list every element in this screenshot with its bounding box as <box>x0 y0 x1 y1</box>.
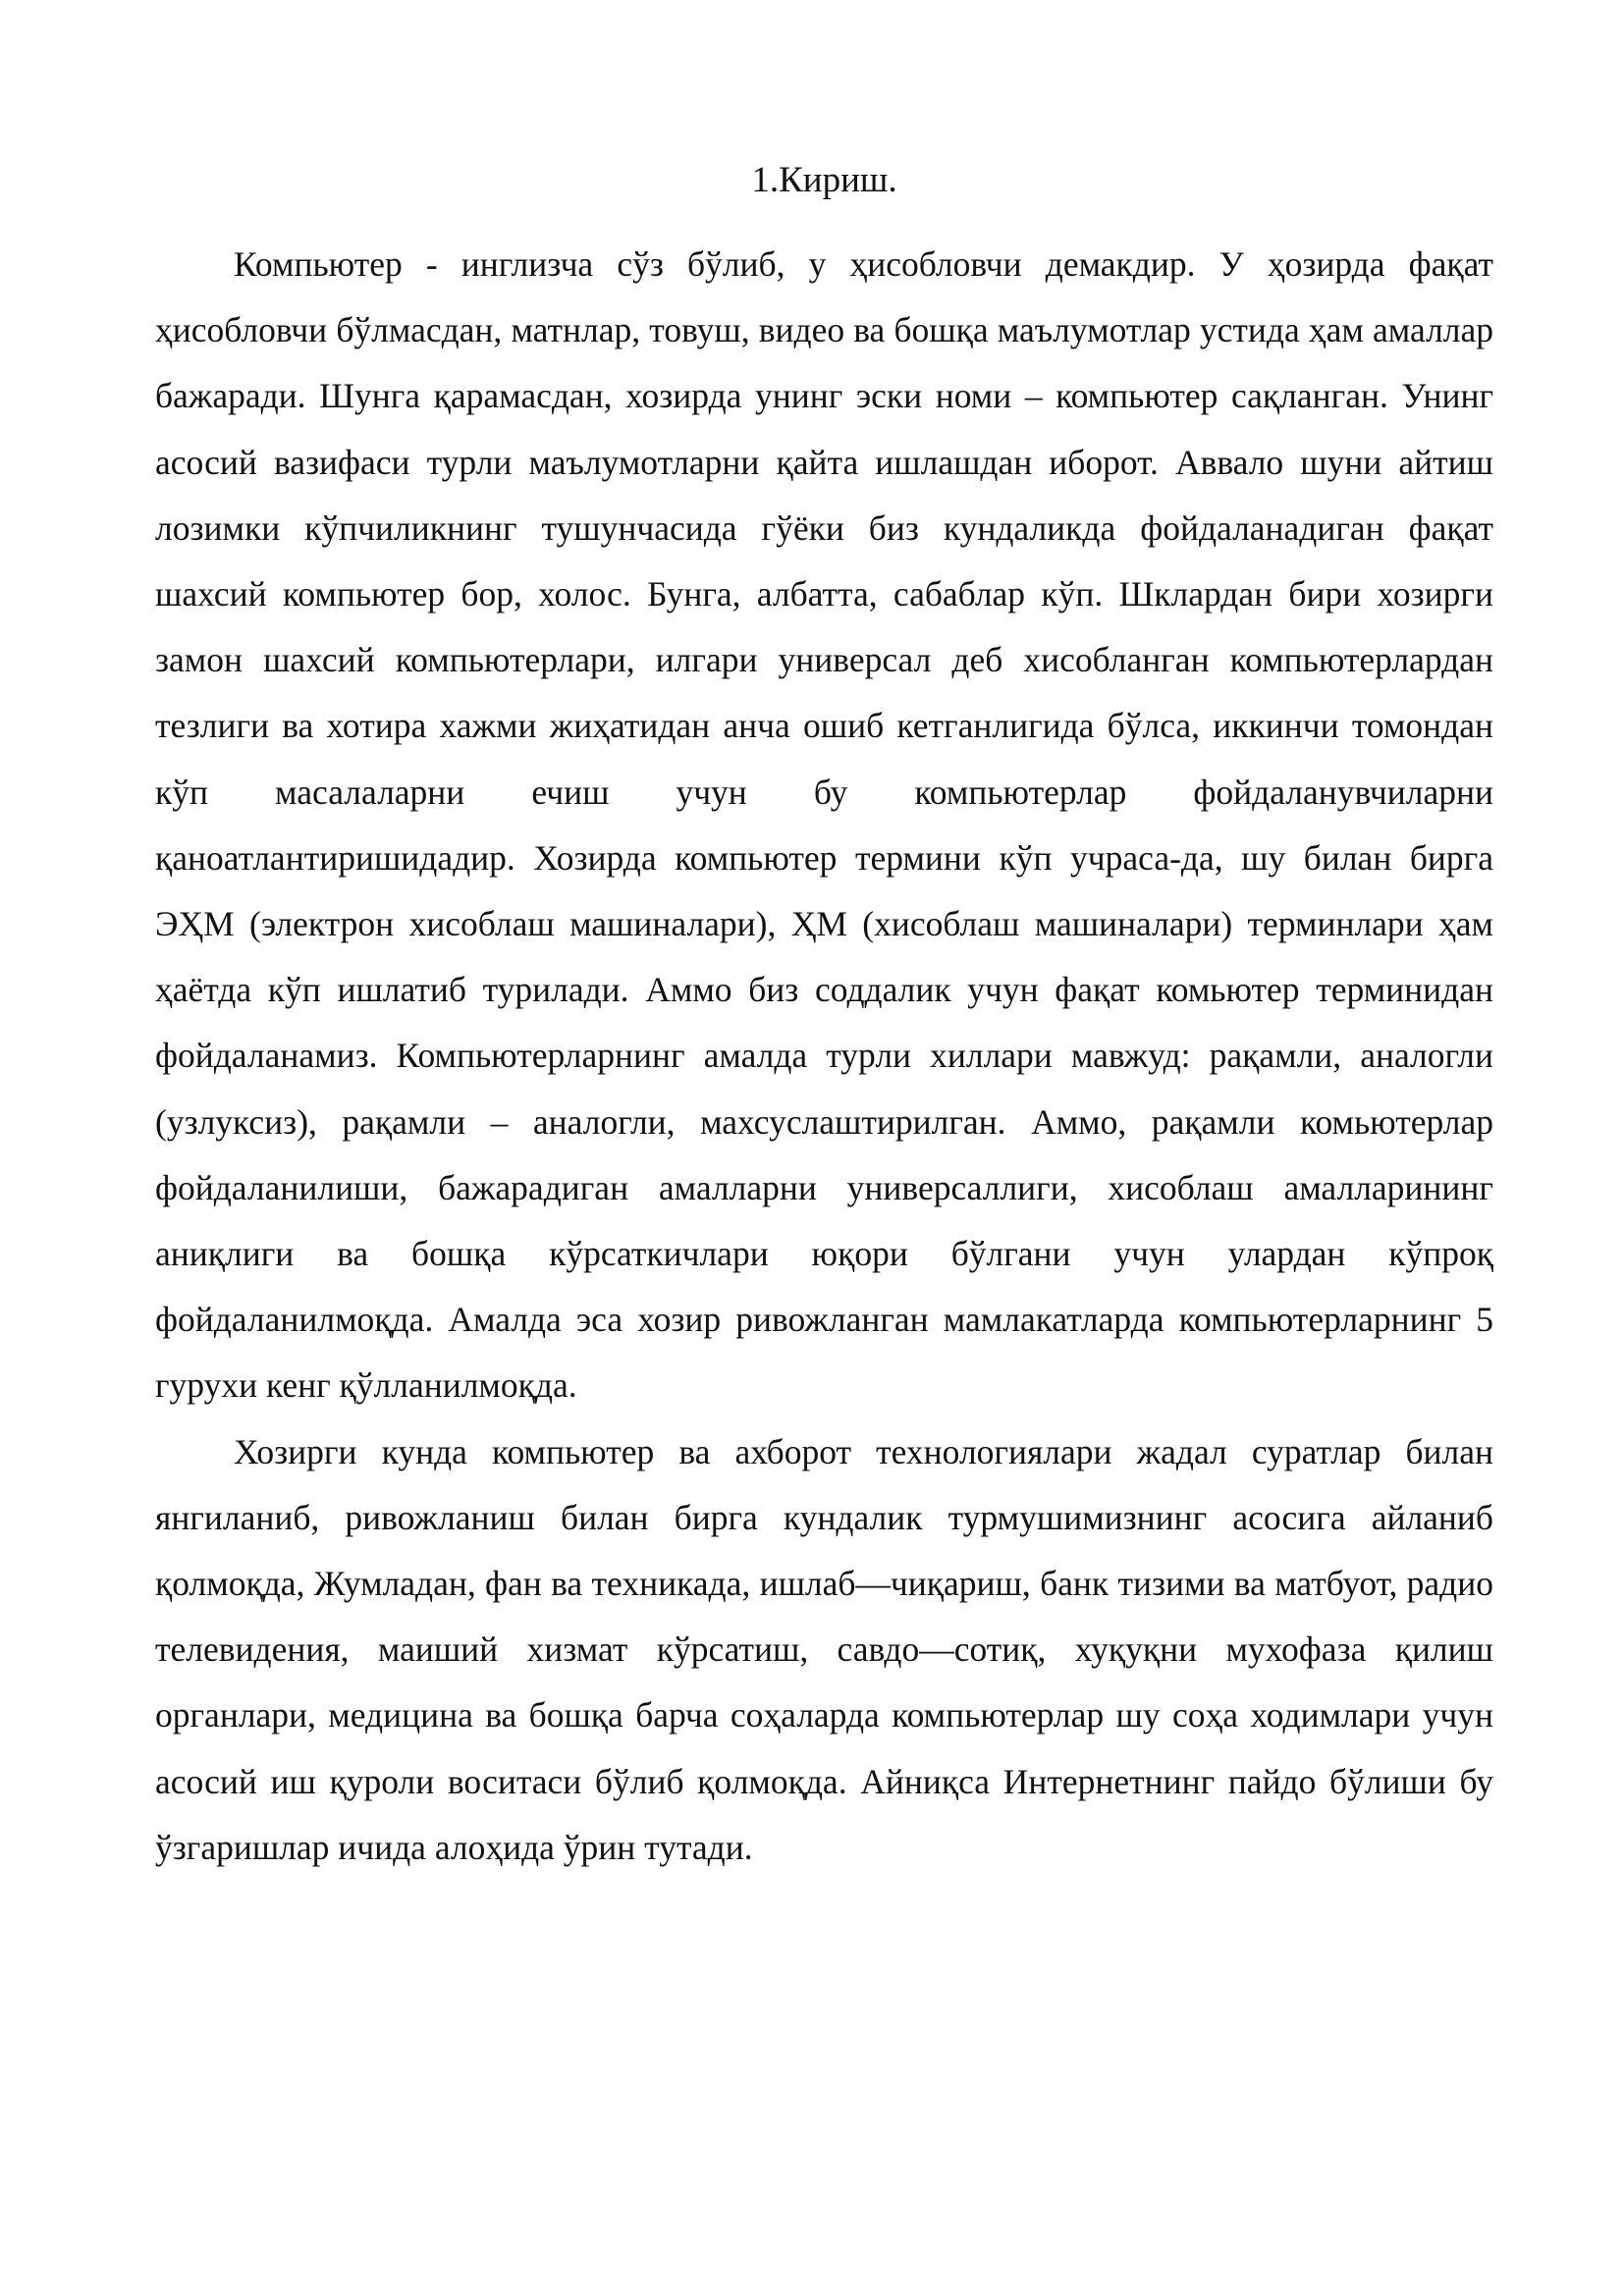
paragraph-1: Компьютер - инглизча сўз бўлиб, у ҳисобловчи демакдир. У ҳозирда фақат ҳисобловчи бўлмасдан, матнлар, товуш, видео ва бошқа маълумотлар устида ҳам амаллар бажаради. Шунга қарамасдан, хозирда унинг эски номи – компьютер сақланган. Унинг асосий вазифаси турли маълумотларни қайта ишлашдан иборот. Аввало шуни айтиш лозимки кўпчиликнинг тушунчасида гўёки биз кундаликда фойдаланадиган фақат шахсий компьютер бор, холос. Бунга, албатта, сабаблар кўп. Шклардан бири хозирги замон шахсий компьютерлари, илгари универсал деб хисобланган компьютерлардан тезлиги ва хотира хажми жиҳатидан анча ошиб кетганлигида бўлса, иккинчи томондан кўп масалаларни ечиш учун бу компьютерлар фойдаланувчиларни қаноатлантиришидадир. Хозирда компьютер термини кўп учраса-да, шу билан бирга ЭҲМ (электрон хисоблаш машиналари), ҲМ (хисоблаш машиналари) терминлари ҳам ҳаётда кўп ишлатиб турилади. Аммо биз соддалик учун фақат комьютер терминидан фойдаланамиз. Компьютерларнинг амалда турли хиллари мавжуд: рақамли, аналогли (узлуксиз), рақамли – аналогли, махсуслаштирилган. Аммо, рақамли комьютерлар фойдаланилиши, бажарадиган амалларни универсаллиги, хисоблаш амалларининг аниқлиги ва бошқа кўрсаткичлари юқори бўлгани учун улардан кўпроқ фойдаланилмоқда. Амалда эса хозир ривожланган мамлакатларда компьютерларнинг 5 гурухи кенг қўлланилмоқда. <box>155 244 1493 1406</box>
document-body <box>155 157 1493 1881</box>
page-title: 1.Кириш. <box>751 160 897 200</box>
paragraph-2: Хозирги кунда компьютер ва ахборот технологиялари жадал суратлар билан янгиланиб, ривожланиш билан бирга кундалик турмушимизнинг асосига айланиб қолмоқда, Жумладан, фан ва техникада, ишлаб—чиқариш, банк тизими ва матбуот, радио телевидения, маиший хизмат кўрсатиш, савдо—сотиқ, хуқуқни мухофаза қилиш органлари, медицина ва бошқа барча соҳаларда компьютерлар шу соҳа ходимлари учун асосий иш қуроли воситаси бўлиб қолмоқда. Айниқса Интернетнинг пайдо бўлиши бу ўзгаришлар ичида алоҳида ўрин тутади. <box>155 1431 1493 1867</box>
